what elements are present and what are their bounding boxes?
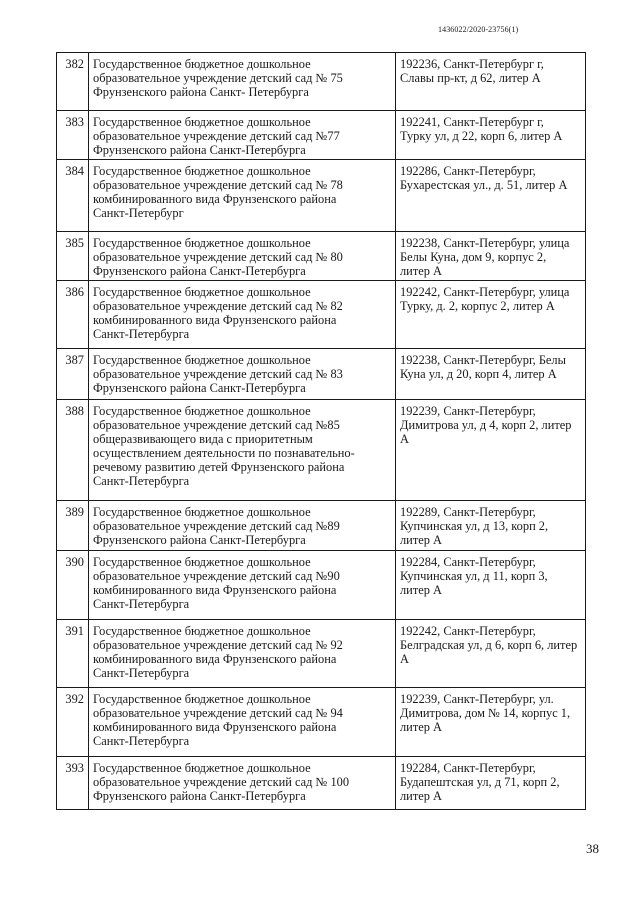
table-row (57, 551, 586, 620)
table-row (57, 688, 586, 757)
institution-address: 192239, Санкт-Петербург, Димитрова ул, д 4, корп 2, литер А (396, 400, 586, 501)
institution-address: 192242, Санкт-Петербург, Белградская ул, д 6, корп 6, литер А (396, 620, 586, 688)
institution-name: Государственное бюджетное дошкольное образовательное учреждение детский сад №77 Фрунзенского района Санкт-Петербурга (89, 111, 396, 160)
institution-name: Государственное бюджетное дошкольное образовательное учреждение детский сад № 78 комбинированного вида Фрунзенского района Санкт-Петербург (89, 160, 396, 232)
institution-name: Государственное бюджетное дошкольное образовательное учреждение детский сад № 82 комбинированного вида Фрунзенского района Санкт-Петербурга (89, 281, 396, 349)
institution-name: Государственное бюджетное дошкольное образовательное учреждение детский сад № 92 комбинированного вида Фрунзенского района Санкт-Петербурга (89, 620, 396, 688)
table-row (57, 349, 586, 400)
institution-name: Государственное бюджетное дошкольное образовательное учреждение детский сад №85 общеразвивающего вида с приоритетным осуществлением деятельности по познавательно- речевому развитию детей Фрунзенского района Санкт-Петербурга (89, 400, 396, 501)
institution-name: Государственное бюджетное дошкольное образовательное учреждение детский сад № 83 Фрунзенского района Санкт-Петербурга (89, 349, 396, 400)
institution-name: Государственное бюджетное дошкольное образовательное учреждение детский сад № 75 Фрунзенского района Санкт- Петербурга (89, 53, 396, 111)
row-number: 384 (57, 160, 89, 232)
row-number: 386 (57, 281, 89, 349)
institution-address: 192238, Санкт-Петербург, улица Белы Куна, дом 9, корпус 2, литер А (396, 232, 586, 281)
institution-address: 192289, Санкт-Петербург, Купчинская ул, д 13, корп 2, литер А (396, 501, 586, 551)
institution-address: 192284, Санкт-Петербург, Купчинская ул, д 11, корп 3, литер А (396, 551, 586, 620)
institution-address: 192242, Санкт-Петербург, улица Турку, д. 2, корпус 2, литер А (396, 281, 586, 349)
table-row (57, 160, 586, 232)
institution-address: 192241, Санкт-Петербург г, Турку ул, д 22, корп 6, литер А (396, 111, 586, 160)
row-number: 385 (57, 232, 89, 281)
row-number: 391 (57, 620, 89, 688)
table-row (57, 400, 586, 501)
row-number: 393 (57, 757, 89, 810)
institution-name: Государственное бюджетное дошкольное образовательное учреждение детский сад № 94 комбинированного вида Фрунзенского района Санкт-Петербурга (89, 688, 396, 757)
institution-address: 192236, Санкт-Петербург г, Славы пр-кт, д 62, литер А (396, 53, 586, 111)
table-row (57, 620, 586, 688)
table-row (57, 281, 586, 349)
document-id: 1436022/2020-23756(1) (438, 25, 519, 34)
registry-table-body (57, 53, 586, 810)
table-row (57, 53, 586, 111)
institution-address: 192284, Санкт-Петербург, Будапештская ул, д 71, корп 2, литер А (396, 757, 586, 810)
institution-name: Государственное бюджетное дошкольное образовательное учреждение детский сад №90 комбинированного вида Фрунзенского района Санкт-Петербурга (89, 551, 396, 620)
table-row (57, 757, 586, 810)
institution-address: 192239, Санкт-Петербург, ул. Димитрова, дом № 14, корпус 1, литер А (396, 688, 586, 757)
institution-name: Государственное бюджетное дошкольное образовательное учреждение детский сад №89 Фрунзенского района Санкт-Петербурга (89, 501, 396, 551)
institution-address: 192286, Санкт-Петербург, Бухарестская ул., д. 51, литер А (396, 160, 586, 232)
row-number: 390 (57, 551, 89, 620)
table-row (57, 111, 586, 160)
page-number: 38 (586, 841, 599, 856)
table-row (57, 501, 586, 551)
table-row (57, 232, 586, 281)
row-number: 383 (57, 111, 89, 160)
institution-address: 192238, Санкт-Петербург, Белы Куна ул, д 20, корп 4, литер А (396, 349, 586, 400)
row-number: 389 (57, 501, 89, 551)
row-number: 392 (57, 688, 89, 757)
row-number: 387 (57, 349, 89, 400)
institution-name: Государственное бюджетное дошкольное образовательное учреждение детский сад № 100 Фрунзенского района Санкт-Петербурга (89, 757, 396, 810)
row-number: 382 (57, 53, 89, 111)
institution-name: Государственное бюджетное дошкольное образовательное учреждение детский сад № 80 Фрунзенского района Санкт-Петербурга (89, 232, 396, 281)
row-number: 388 (57, 400, 89, 501)
registry-table (56, 52, 586, 810)
